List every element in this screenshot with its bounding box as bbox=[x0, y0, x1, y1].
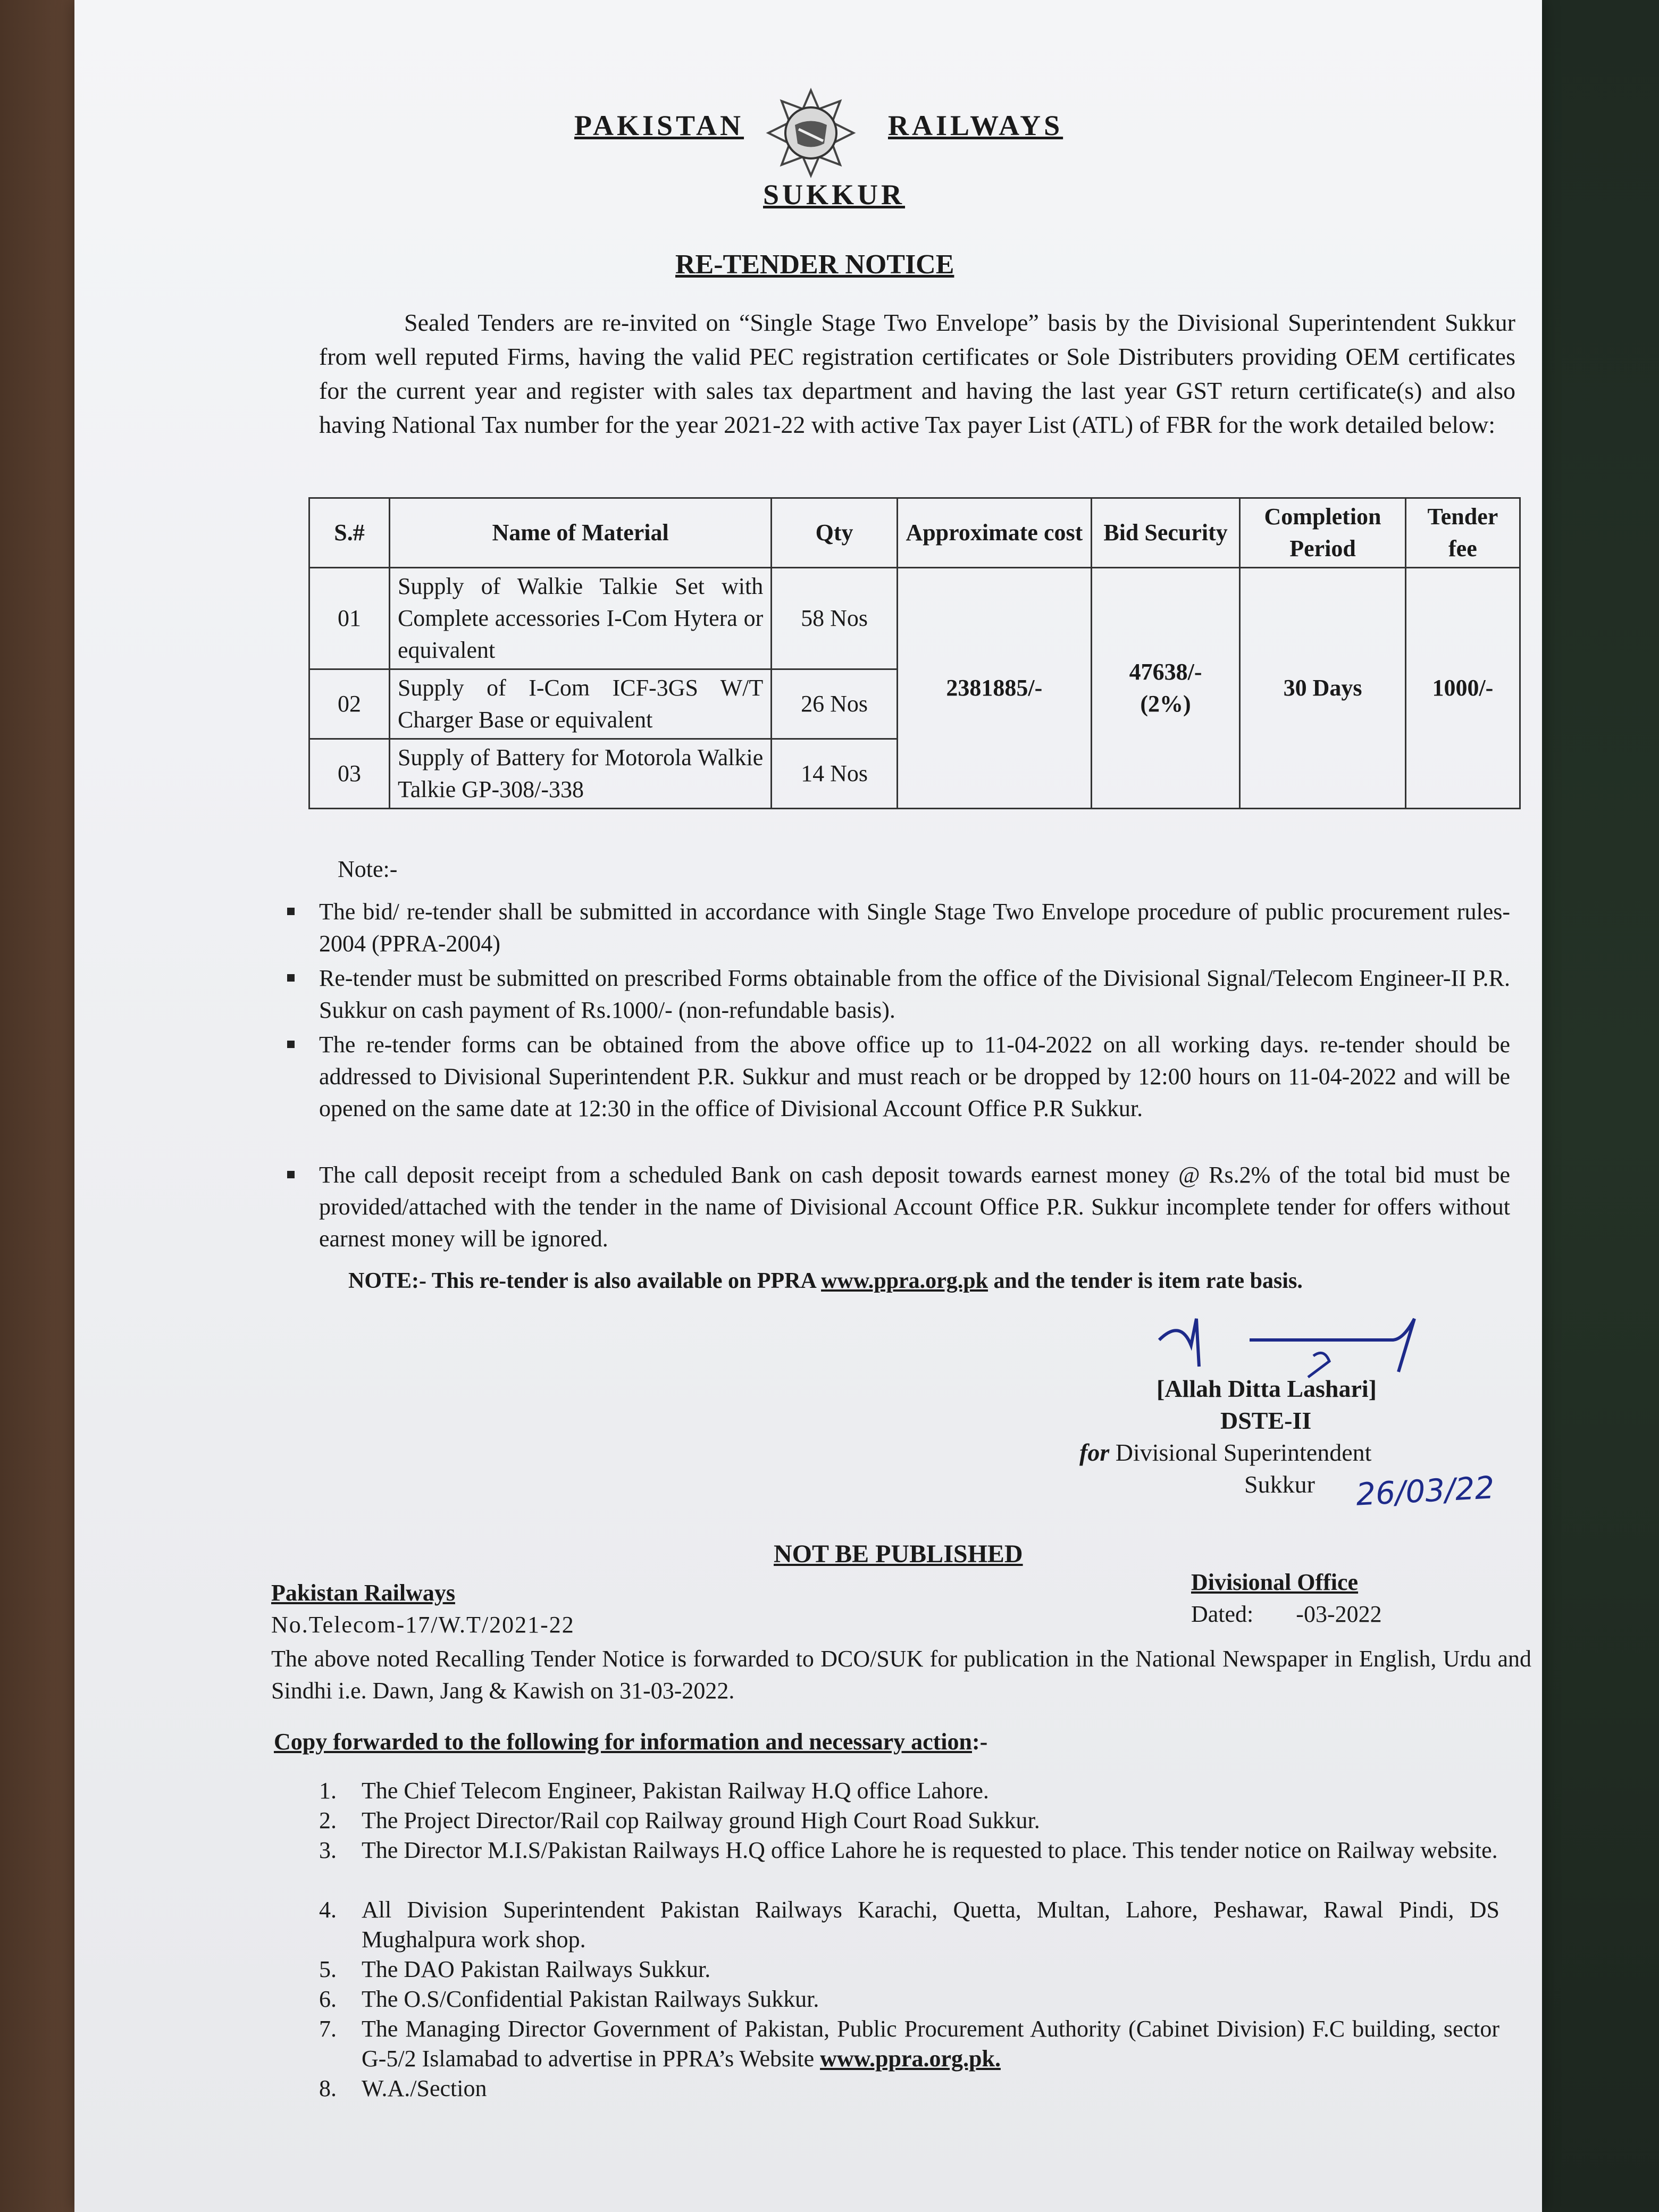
header-qty: Qty bbox=[772, 498, 898, 568]
intro-text: Sealed Tenders are re-invited on “Single Stage Two Envelope” basis by the Divisional Superintendent Sukkur from well reputed Firms, having the valid PEC registration certificates or Sole Distributers providing OEM certificates for the current year and register with sales tax department and having the last year GST return certificate(s) and also having National Tax number for the year 2021-22 with active Tax payer List (ATL) of FBR for the work detailed below: bbox=[319, 309, 1515, 438]
list-number: 2. bbox=[319, 1807, 337, 1833]
for-word: for bbox=[1079, 1439, 1110, 1466]
approx-cost: 2381885/- bbox=[897, 568, 1091, 809]
dated-value: -03-2022 bbox=[1296, 1601, 1382, 1627]
bid-security-percent: (2%) bbox=[1140, 691, 1191, 717]
forward-text: The above noted Recalling Tender Notice is forwarded to DCO/SUK for publication in the National Newspaper in English, Urdu and Sindhi i.e. Dawn, Jang & Kawish on 31-03-2022. bbox=[271, 1646, 1531, 1704]
bullet-icon bbox=[287, 974, 295, 982]
note-item bbox=[319, 1159, 1510, 1255]
list-text bbox=[362, 2014, 1499, 2074]
list-text: The Project Director/Rail cop Railway ground High Court Road Sukkur. bbox=[362, 1807, 1040, 1833]
row-sno: 03 bbox=[309, 739, 390, 809]
header-completion: Completion Period bbox=[1240, 498, 1406, 568]
bullet-icon bbox=[287, 1041, 295, 1048]
copy-heading-text: Copy forwarded to the following for information and necessary action bbox=[274, 1729, 972, 1755]
header-sno: S.# bbox=[309, 498, 390, 568]
header-cost: Approximate cost bbox=[897, 498, 1091, 568]
list-number: 6. bbox=[319, 1986, 337, 2012]
row-qty: 58 Nos bbox=[772, 568, 898, 669]
intro-paragraph bbox=[319, 306, 1515, 442]
row-qty: 14 Nos bbox=[772, 739, 898, 809]
list-text: W.A./Section bbox=[362, 2075, 487, 2101]
list-number: 4. bbox=[319, 1897, 337, 1923]
list-number: 8. bbox=[319, 2075, 337, 2101]
ppra-note-suffix: and the tender is item rate basis. bbox=[987, 1269, 1303, 1293]
dated-line bbox=[1191, 1601, 1382, 1628]
signatory-place: Sukkur bbox=[1244, 1471, 1315, 1498]
list-number: 7. bbox=[319, 2016, 337, 2042]
tender-table bbox=[308, 497, 1521, 809]
office-right-title: Divisional Office bbox=[1191, 1569, 1359, 1595]
copy-heading-suffix: :- bbox=[972, 1729, 988, 1755]
background-right bbox=[1531, 0, 1659, 2212]
letterhead-right: RAILWAYS bbox=[888, 110, 1063, 141]
bid-security bbox=[1091, 568, 1239, 809]
table-header-row bbox=[309, 498, 1520, 568]
list-number: 5. bbox=[319, 1956, 337, 1982]
row-material: Supply of I-Com ICF-3GS W/T Charger Base or equivalent bbox=[389, 669, 771, 739]
ppra-link[interactable]: www.ppra.org.pk bbox=[821, 1269, 988, 1293]
handwritten-date: 26/03/22 bbox=[1355, 1469, 1496, 1513]
for-text: Divisional Superintendent bbox=[1109, 1439, 1372, 1466]
row-sno: 01 bbox=[309, 568, 390, 669]
document-page bbox=[74, 0, 1542, 2212]
list-text: The Chief Telecom Engineer, Pakistan Railway H.Q office Lahore. bbox=[362, 1778, 989, 1804]
table-row bbox=[309, 568, 1520, 669]
list-text: The DAO Pakistan Railways Sukkur. bbox=[362, 1956, 711, 1982]
row-material: Supply of Battery for Motorola Walkie Talkie GP-308/-338 bbox=[389, 739, 771, 809]
note-item bbox=[319, 962, 1510, 1026]
note-item bbox=[319, 896, 1510, 960]
list-number: 1. bbox=[319, 1778, 337, 1804]
tender-fee: 1000/- bbox=[1405, 568, 1520, 809]
letterhead-city: SUKKUR bbox=[763, 179, 906, 211]
note-text: Re-tender must be submitted on prescribed Forms obtainable from the office of the Divisional Signal/Telecom Engineer-II P.R. Sukkur on cash payment of Rs.1000/- (non-refundable basis). bbox=[319, 965, 1510, 1023]
dated-label: Dated: bbox=[1191, 1601, 1254, 1627]
bullet-icon bbox=[287, 1171, 295, 1178]
list-text-body: The Managing Director Government of Pakistan, Public Procurement Authority (Cabinet Division) F.C building, sector G-5/2 Islamabad to advertise in PPRA’s Website bbox=[362, 2016, 1499, 2072]
bullet-icon bbox=[287, 908, 295, 915]
header-bid-security: Bid Security bbox=[1091, 498, 1239, 568]
letterhead-left: PAKISTAN bbox=[574, 110, 744, 141]
copy-heading bbox=[274, 1728, 987, 1755]
completion-period: 30 Days bbox=[1240, 568, 1406, 809]
list-text: All Division Superintendent Pakistan Railways Karachi, Quetta, Multan, Lahore, Peshawar, Rawal Pindi, DS Mughalpura work shop. bbox=[362, 1897, 1499, 1953]
note-text: The bid/ re-tender shall be submitted in accordance with Single Stage Two Envelope procedure of public procurement rules-2004 (PPRA-2004) bbox=[319, 899, 1510, 957]
reference-number: No.Telecom-17/W.T/2021-22 bbox=[271, 1612, 575, 1638]
not-published-heading: NOT BE PUBLISHED bbox=[774, 1540, 1023, 1568]
note-text: The re-tender forms can be obtained from the above office up to 11-04-2022 on all working days. re-tender should be addressed to Divisional Superintendent P.R. Sukkur and must reach or be dropped by 12:00 hours on 11-04-2022 and will be opened on the same date at 12:30 in the office of Divisional Account Office P.R Sukkur. bbox=[319, 1032, 1510, 1121]
row-sno: 02 bbox=[309, 669, 390, 739]
note-item bbox=[319, 1029, 1510, 1125]
header-tender-fee: Tender fee bbox=[1405, 498, 1520, 568]
office-left-title: Pakistan Railways bbox=[271, 1580, 455, 1606]
notice-title: RE-TENDER NOTICE bbox=[675, 249, 954, 280]
list-number: 3. bbox=[319, 1837, 337, 1863]
signatory-for bbox=[1079, 1436, 1371, 1470]
header-material: Name of Material bbox=[389, 498, 771, 568]
bid-security-amount: 47638/- bbox=[1129, 659, 1202, 685]
signatory-name: [Allah Ditta Lashari] bbox=[1157, 1375, 1377, 1402]
ppra-website-link[interactable]: www.ppra.org.pk. bbox=[820, 2046, 1001, 2072]
list-text: The Director M.I.S/Pakistan Railways H.Q office Lahore he is requested to place. This tender notice on Railway website. bbox=[362, 1837, 1498, 1863]
row-qty: 26 Nos bbox=[772, 669, 898, 739]
row-material: Supply of Walkie Talkie Set with Complete accessories I-Com Hytera or equivalent bbox=[389, 568, 771, 669]
ppra-note bbox=[348, 1268, 1303, 1294]
railway-emblem-icon bbox=[766, 88, 856, 178]
note-text: The call deposit receipt from a scheduled Bank on cash deposit towards earnest money @ Rs.2% of the total bid must be provided/attached with the tender in the name of Divisional Account Office P.R. Sukkur incomplete tender for offers without earnest money will be ignored. bbox=[319, 1162, 1510, 1252]
list-text: The O.S/Confidential Pakistan Railways Sukkur. bbox=[362, 1986, 819, 2012]
signatory-designation: DSTE-II bbox=[1220, 1407, 1312, 1434]
ppra-note-prefix: NOTE:- This re-tender is also available on PPRA bbox=[348, 1269, 822, 1293]
note-label: Note:- bbox=[338, 856, 398, 882]
